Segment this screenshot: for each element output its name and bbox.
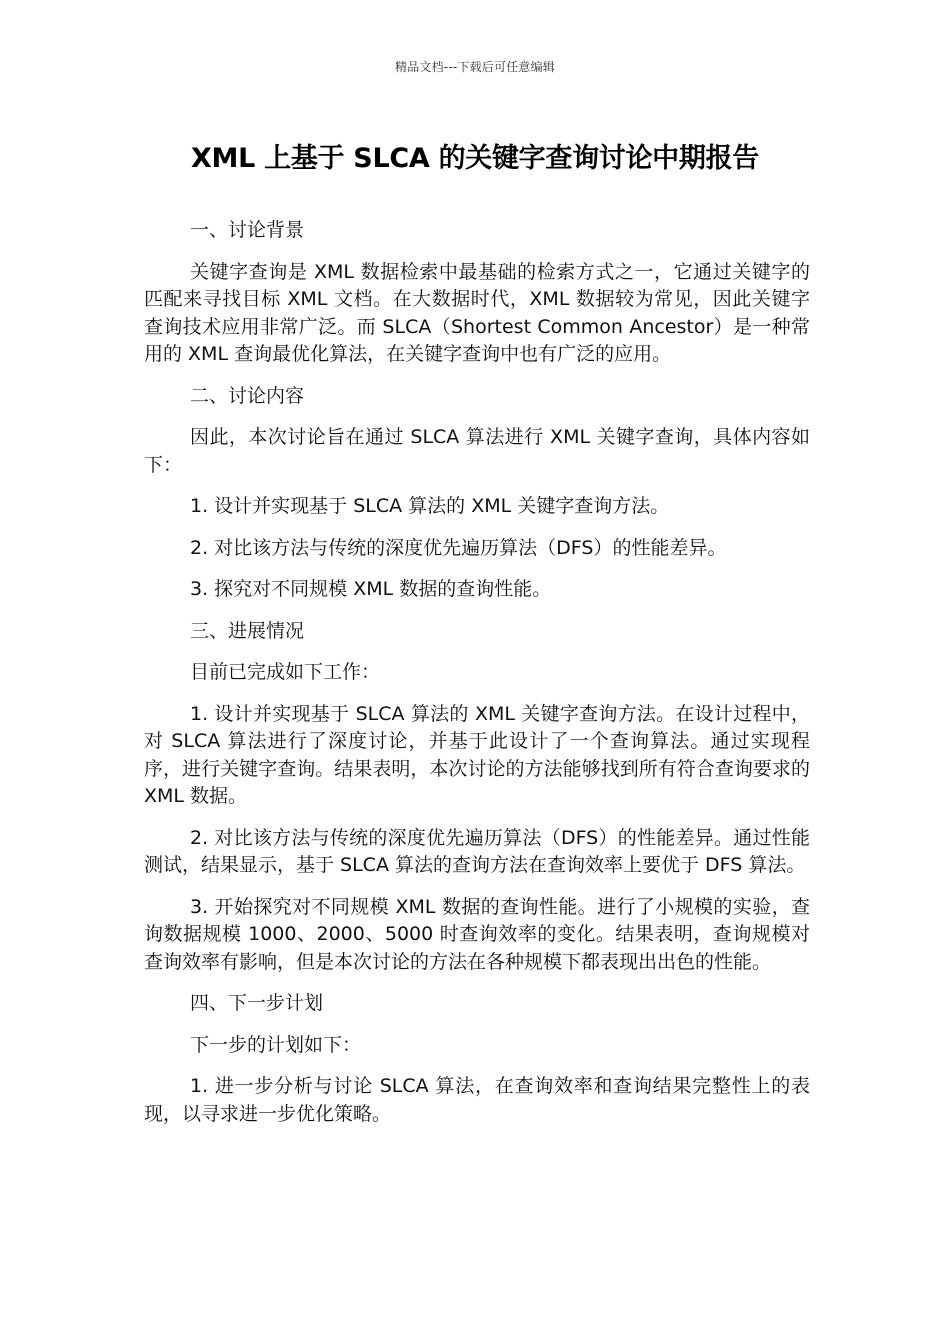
header-note: 精品文档---下载后可任意编辑 <box>395 60 555 74</box>
list-item-content-1: 1. 设计并实现基于 SLCA 算法的 XML 关键字查询方法。 <box>190 495 670 517</box>
section-heading-progress: 三、进展情况 <box>190 619 305 642</box>
list-item-content-2: 2. 对比该方法与传统的深度优先遍历算法（DFS）的性能差异。 <box>190 536 727 559</box>
list-item-plan-1: 1. 进一步分析与讨论 SLCA 算法，在查询效率和查询结果完整性上的表现，以寻求进一步优化策略。 <box>144 1075 810 1125</box>
section-heading-background: 一、讨论背景 <box>190 219 305 241</box>
paragraph-progress-intro: 目前已完成如下工作： <box>190 661 381 683</box>
section-heading-content: 二、讨论内容 <box>190 384 305 407</box>
paragraph-plan-intro: 下一步的计划如下： <box>190 1033 362 1056</box>
list-item-progress-3: 3. 开始探究对不同规模 XML 数据的查询性能。进行了小规模的实验，查询数据规模 1000、2000、5000 时查询效率的变化。结果表明，查询规模对查询效率有影响，但是本次讨论的方法在各种规模下都表现出出色的性能。 <box>144 895 810 973</box>
section-heading-plan: 四、下一步计划 <box>190 992 324 1014</box>
list-item-progress-2: 2. 对比该方法与传统的深度优先遍历算法（DFS）的性能差异。通过性能测试，结果显示，基于 SLCA 算法的查询方法在查询效率上要优于 DFS 算法。 <box>144 826 810 876</box>
paragraph-background: 关键字查询是 XML 数据检索中最基础的检索方式之一，它通过关键字的匹配来寻找目标 XML 文档。在大数据时代，XML 数据较为常见，因此关键字查询技术应用非常广泛。而 SLCA（Shortest Common Ancestor）是一种常用的 XML 查询最优化算法，在关键字查询中也有广泛的应用。 <box>144 260 810 365</box>
list-item-content-3: 3. 探究对不同规模 XML 数据的查询性能。 <box>190 578 552 600</box>
document-body <box>144 217 810 1142</box>
list-item-progress-1: 1. 设计并实现基于 SLCA 算法的 XML 关键字查询方法。在设计过程中，对 SLCA 算法进行了深度讨论，并基于此设计了一个查询算法。通过实现程序，进行关键字查询。结果表明，本次讨论的方法能够找到所有符合查询要求的 XML 数据。 <box>144 702 810 807</box>
document-title: XML 上基于 SLCA 的关键字查询讨论中期报告 <box>191 143 759 174</box>
paragraph-content-intro: 因此，本次讨论旨在通过 SLCA 算法进行 XML 关键字查询，具体内容如下： <box>144 426 810 476</box>
